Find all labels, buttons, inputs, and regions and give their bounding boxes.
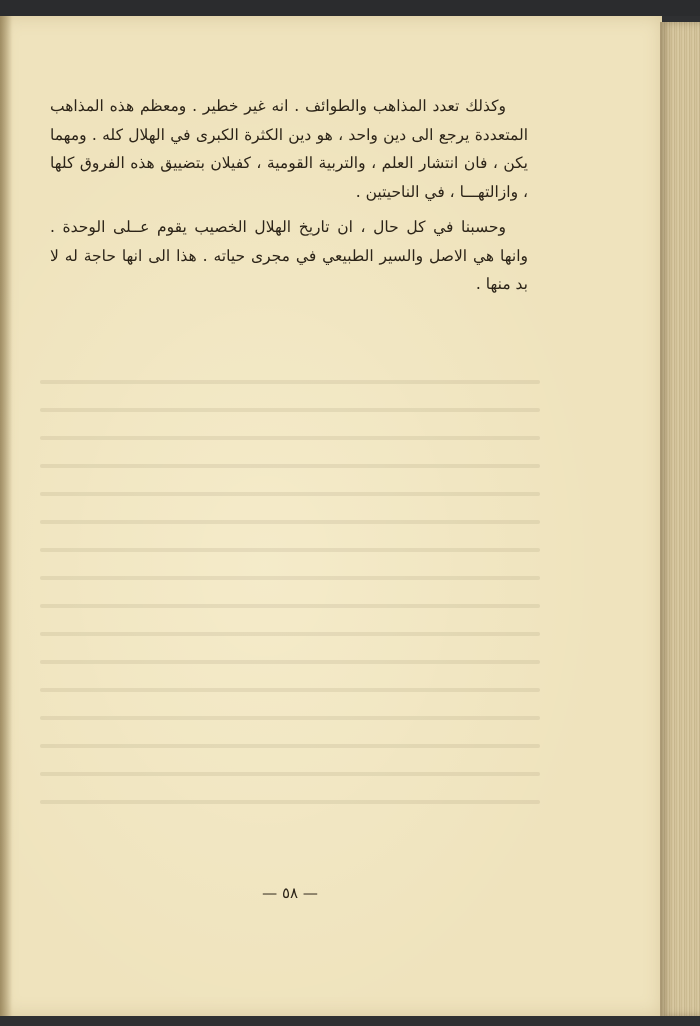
show-through-text (40, 380, 540, 850)
scan-background (0, 0, 700, 16)
paragraph-2: وحسبنا في كل حال ، ان تاريخ الهلال الخصيب يقوم عــلى الوحدة . وانها هي الاصل والسير الطبيعي في مجرى حياته . هذا الى انها حاجة له لا بد منها . (50, 218, 528, 293)
body-text (50, 92, 528, 299)
paragraph-1: وكذلك تعدد المذاهب والطوائف . انه غير خطير . ومعظم هذه المذاهب المتعددة يرجع الى دين واحد ، هو دين الكثرة الكبرى في الهلال كله . ومهما يكن ، فان انتشار العلم ، والتربية القومية ، كفيلان بتضييق هذه الفروق كلها ، وازالتهـــا ، في الناحيتين . (50, 97, 528, 201)
page-number: — ٥٨ — (262, 884, 318, 902)
binding-shadow (0, 16, 12, 1016)
page-edges (660, 22, 700, 1016)
